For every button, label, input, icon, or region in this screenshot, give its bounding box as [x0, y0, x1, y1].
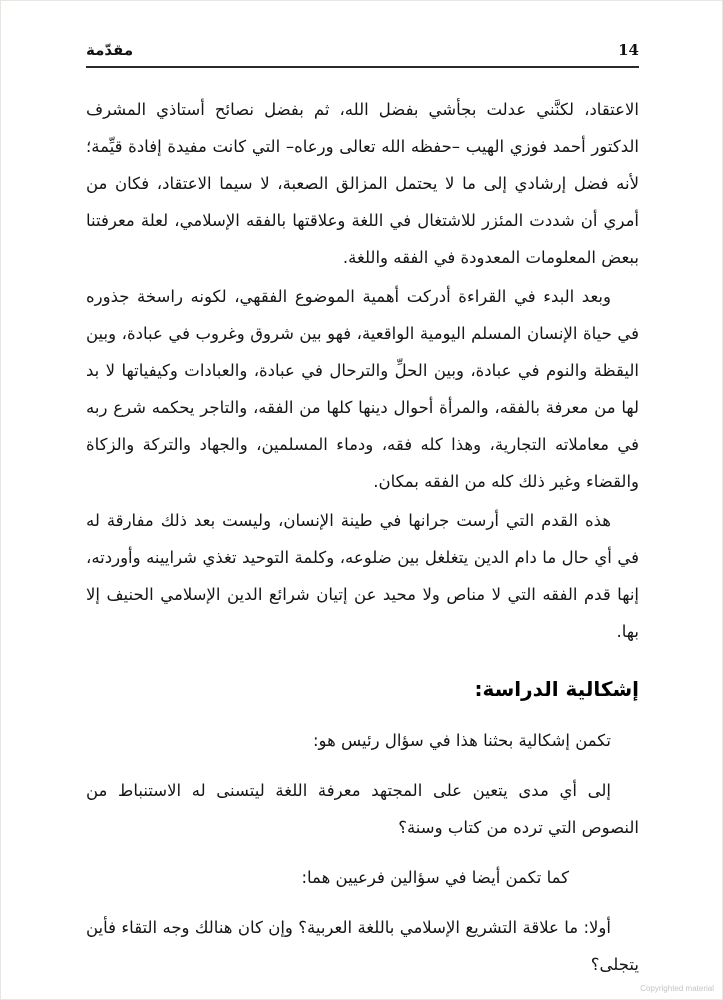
copyright-watermark: Copyrighted material [640, 984, 714, 993]
page-header [86, 41, 639, 68]
paragraph-main-question-intro: تكمن إشكالية بحثنا هذا في سؤال رئيس هو: [312, 731, 611, 750]
paragraph-3: هذه القدم التي أرست جرانها في طينة الإنسان، وليست بعد ذلك مفارقة له في أي حال ما دام الدين يتغلغل بين ضلوعه، وكلمة التوحيد تغذي شرايينه وأوردته، إنها قدم الفقه التي لا مناص ولا محيد عن إتيان شرائع الدين الإسلامي الحنيف إلا بها. [86, 511, 639, 641]
paragraph-sub-questions-intro: كما تكمن أيضا في سؤالين فرعيين هما: [301, 868, 569, 887]
paragraph-main-question: إلى أي مدى يتعين على المجتهد معرفة اللغة ليتسنى له الاستنباط من النصوص التي ترده من كتاب وسنة؟ [86, 781, 639, 837]
page-content [86, 91, 639, 975]
running-header-title: مقدّمة [86, 41, 134, 59]
paragraph-sub-question-1: أولا: ما علاقة التشريع الإسلامي باللغة العربية؟ وإن كان هنالك وجه التقاء فأين يتجلى؟ [86, 918, 639, 974]
paragraph-1: الاعتقاد، لكنَّني عدلت بجأشي بفضل الله، ثم بفضل نصائح أستاذي المشرف الدكتور أحمد فوزي الهيب –حفظه الله تعالى ورعاه– التي كانت مفيدة إفادة قيِّمة؛ لأنه فضل إرشادي إلى ما لا يحتمل المزالق الصعبة، لا سيما الاعتقاد، فكان من أمري أن شددت المئزر للاشتغال في اللغة وعلاقتها بالفقه الإسلامي، لعلة معرفتنا ببعض المعلومات المعدودة في الفقه واللغة. [86, 100, 639, 267]
section-heading: إشكالية الدراسة: [474, 677, 639, 701]
paragraph-2: وبعد البدء في القراءة أدركت أهمية الموضوع الفقهي، لكونه راسخة جذوره في حياة الإنسان المسلم اليومية الواقعية، فهو بين شروق وغروب في عبادة، وبين اليقظة والنوم في عبادة، وبين الحلِّ والترحال في عبادة، والعبادات وكيفياتها لا بد لها من معرفة بالفقه، والمرأة أحوال دينها كلها من الفقه، والتاجر يحكمه شرع ربه في معاملاته التجارية، وهذا كله فقه، ودماء المسلمين، والجهاد والتركة والزكاة والقضاء وغير ذلك كله من الفقه بمكان. [86, 287, 639, 491]
page-number: 14 [618, 41, 639, 59]
